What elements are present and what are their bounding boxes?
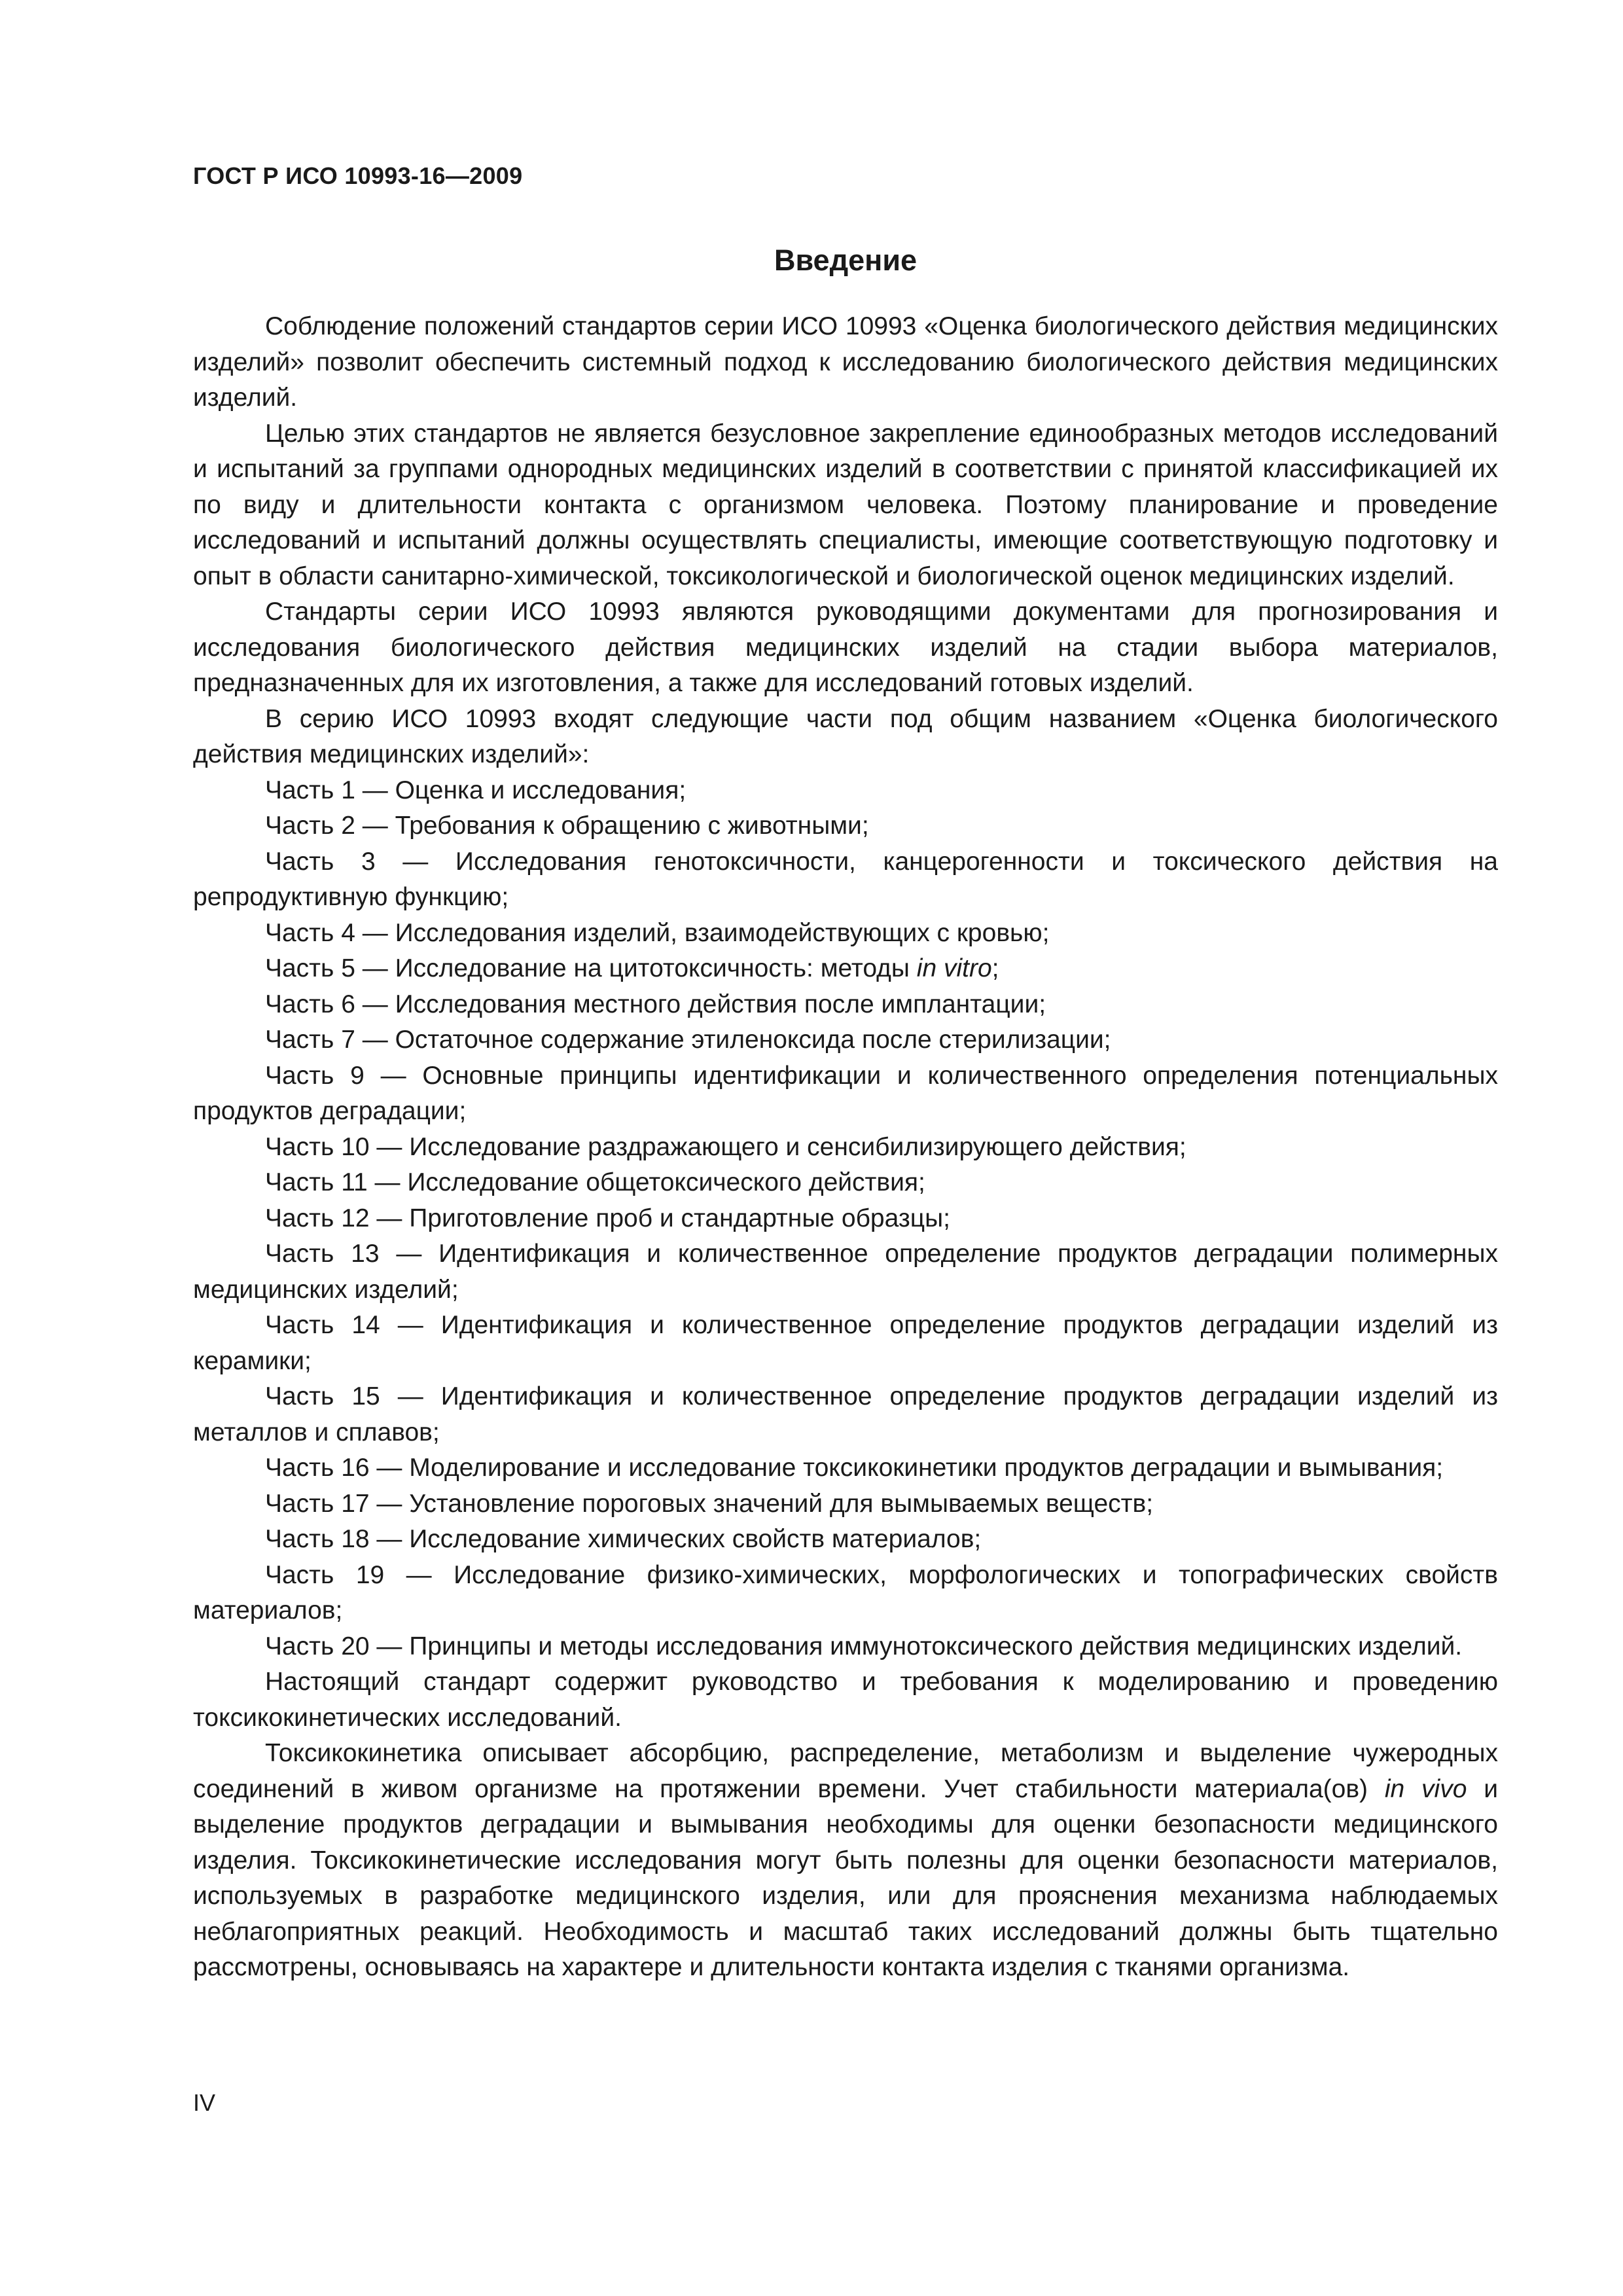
part-title: Исследование на цитотоксичность: методы <box>387 954 917 982</box>
part-list-item <box>193 1522 1498 1558</box>
part-title: Оценка и исследования; <box>387 776 687 804</box>
intro-paragraph <box>193 702 1498 773</box>
part-list-item <box>193 1629 1498 1665</box>
part-list-item <box>193 1558 1498 1629</box>
part-title: Исследования изделий, взаимодействующих с кровью; <box>387 918 1050 947</box>
paragraph-text: Токсикокинетика описывает абсорбцию, распределение, метаболизм и выделение чужеродных соединений в живом организме на протяжении времени. Учет стабильности материала(ов) <box>193 1739 1498 1803</box>
part-title: Идентификация и количественное определение продуктов деградации изделий из металлов и сплавов; <box>193 1382 1498 1446</box>
part-list-item <box>193 951 1498 987</box>
part-list-item <box>193 1201 1498 1237</box>
part-list-item <box>193 773 1498 809</box>
part-title: Принципы и методы исследования иммунотоксического действия медицинских изделий. <box>402 1632 1463 1660</box>
part-label: Часть 16 — <box>265 1454 402 1482</box>
part-list-item <box>193 808 1498 844</box>
part-title: Моделирование и исследование токсикокинетики продуктов деградации и вымывания; <box>402 1454 1444 1482</box>
part-label: Часть 1 — <box>265 776 388 804</box>
part-label: Часть 13 — <box>265 1240 422 1268</box>
paragraph-text: Соблюдение положений стандартов серии ИСО 10993 «Оценка биологического действия медицинских изделий» позволит обеспечить системный подход к исследованию биологического действия медицинских изделий. <box>193 312 1498 412</box>
part-label: Часть 10 — <box>265 1132 402 1161</box>
paragraph-text: Целью этих стандартов не является безусловное закрепление единообразных методов исследований и испытаний за группами однородных медицинских изделий в соответствии с принятой классификацией их по виду и длительности контакта с организмом человека. Поэтому планирование и проведение исследований и испытаний должны осуществлять специалисты, имеющие соответствующую подготовку и опыт в области санитарно-химической, токсикологической и биологической оценок медицинских изделий. <box>193 419 1498 590</box>
part-label: Часть 6 — <box>265 990 388 1018</box>
part-list-item <box>193 1450 1498 1486</box>
part-list-item <box>193 1236 1498 1308</box>
paragraph-text: В серию ИСО 10993 входят следующие части под общим названием «Оценка биологического действия медицинских изделий»: <box>193 704 1498 768</box>
part-list-item <box>193 1308 1498 1379</box>
part-title: Остаточное содержание этиленоксида после стерилизации; <box>387 1026 1111 1054</box>
part-list-item <box>193 916 1498 952</box>
part-title: Установление пороговых значений для вымываемых веществ; <box>402 1489 1154 1518</box>
part-title: Исследование химических свойств материалов; <box>402 1525 982 1553</box>
closing-paragraph <box>193 1736 1498 1986</box>
parts-list <box>193 773 1498 1665</box>
paragraph-text: Стандарты серии ИСО 10993 являются руководящими документами для прогнозирования и исследования биологического действия медицинских изделий на стадии выбора материалов, предназначенных для их изготовления, а также для исследований готовых изделий. <box>193 598 1498 697</box>
part-list-item <box>193 1058 1498 1130</box>
part-title: Основные принципы идентификации и количественного определения потенциальных продуктов деградации; <box>193 1061 1498 1125</box>
part-label: Часть 20 — <box>265 1632 402 1660</box>
part-list-item <box>193 1130 1498 1166</box>
part-title: Исследования местного действия после имплантации; <box>387 990 1046 1018</box>
part-label: Часть 14 — <box>265 1311 423 1339</box>
part-label: Часть 3 — <box>265 847 429 876</box>
closing-paragraph <box>193 1664 1498 1736</box>
part-title: Приготовление проб и стандартные образцы; <box>402 1204 950 1232</box>
intro-paragraph <box>193 594 1498 702</box>
part-label: Часть 2 — <box>265 812 388 840</box>
part-list-item <box>193 1165 1498 1201</box>
part-label: Часть 18 — <box>265 1525 402 1553</box>
page-number: IV <box>193 2089 216 2116</box>
part-list-item <box>193 1379 1498 1450</box>
intro-paragraph <box>193 416 1498 595</box>
part-list-item <box>193 1022 1498 1058</box>
part-label: Часть 19 — <box>265 1560 432 1589</box>
part-label: Часть 17 — <box>265 1489 402 1518</box>
part-label: Часть 9 — <box>265 1061 406 1090</box>
italic-term: in vivo <box>1384 1774 1467 1803</box>
part-title: Исследование раздражающего и сенсибилизирующего действия; <box>402 1132 1186 1161</box>
part-list-item <box>193 844 1498 916</box>
part-label: Часть 5 — <box>265 954 388 982</box>
part-title: Требования к обращению с животными; <box>387 812 869 840</box>
part-label: Часть 15 — <box>265 1382 423 1410</box>
part-title: Исследование физико-химических, морфологических и топографических свойств материалов; <box>193 1560 1498 1624</box>
part-label: Часть 11 — <box>265 1168 401 1196</box>
document-body <box>193 309 1498 1986</box>
part-list-item <box>193 987 1498 1023</box>
standard-header: ГОСТ Р ИСО 10993-16—2009 <box>193 162 523 189</box>
part-label: Часть 7 — <box>265 1026 388 1054</box>
italic-term: in vitro <box>916 954 992 982</box>
part-title: Исследования генотоксичности, канцерогенности и токсического действия на репродуктивную функцию; <box>193 847 1498 911</box>
part-title: Идентификация и количественное определение продуктов деградации полимерных медицинских изделий; <box>193 1240 1498 1304</box>
paragraph-text: Настоящий стандарт содержит руководство и требования к моделированию и проведению токсикокинетических исследований. <box>193 1668 1498 1732</box>
part-list-item <box>193 1486 1498 1522</box>
section-title: Введение <box>774 243 918 277</box>
closing-paragraphs <box>193 1664 1498 1986</box>
intro-paragraphs <box>193 309 1498 773</box>
part-title: Исследование общетоксического действия; <box>400 1168 925 1196</box>
part-label: Часть 12 — <box>265 1204 402 1232</box>
part-title-end: ; <box>991 954 999 982</box>
intro-paragraph <box>193 309 1498 416</box>
part-label: Часть 4 — <box>265 918 388 947</box>
part-title: Идентификация и количественное определение продуктов деградации изделий из керамики; <box>193 1311 1498 1375</box>
paragraph-text: и выделение продуктов деградации и вымывания необходимы для оценки безопасности медицинского изделия. Токсикокинетические исследования могут быть полезны для оценки безопасности материалов, используемых в разработке медицинского изделия, или для прояснения механизма наблюдаемых неблагоприятных реакций. Необходимость и масштаб таких исследований должны быть тщательно рассмотрены, основываясь на характере и длительности контакта изделия с тканями организма. <box>193 1774 1498 1981</box>
